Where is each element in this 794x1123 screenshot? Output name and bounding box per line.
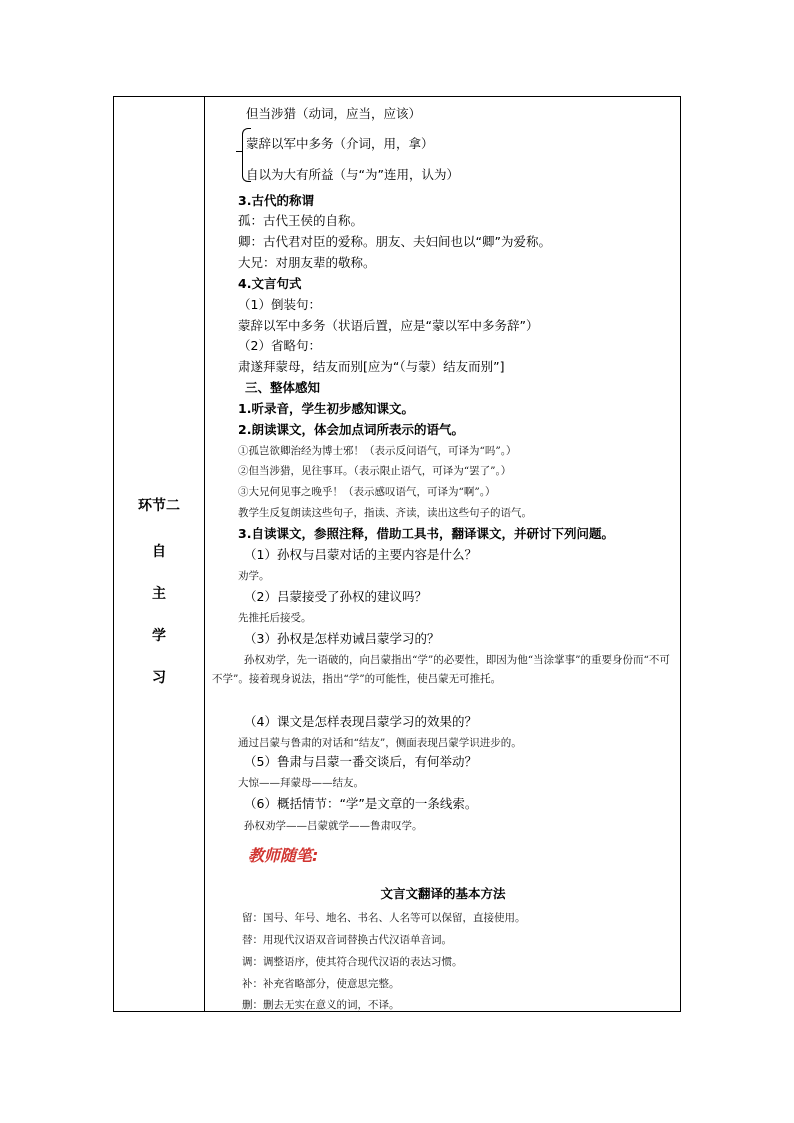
method-item: 补：补充省略部分，使意思完整。 — [242, 978, 400, 990]
question: （1）孙权与吕蒙对话的主要内容是什么？ — [244, 547, 477, 562]
method-item: 删：删去无实在意义的词，不译。 — [242, 999, 400, 1011]
term-definition: 孤：古代王侯的自称。 — [238, 213, 364, 228]
method-title: 文言文翻译的基本方法 — [380, 886, 506, 901]
step-line: 2.朗读课文，体会加点词所表示的语气。 — [238, 422, 464, 437]
section-char-1: 自 — [152, 544, 166, 560]
step-line: 3.自读课文，参照注释，借助工具书，翻译课文，并研讨下列问题。 — [238, 526, 614, 541]
usage-line: 蒙辞以军中多务（介词，用，拿） — [246, 136, 434, 151]
section-label-cell — [114, 97, 204, 1011]
step-line: 1.听录音，学生初步感知课文。 — [238, 401, 414, 416]
section-label: 环节二 — [138, 498, 180, 514]
example-sentence: ①孤岂欲卿治经为博士邪！（表示反问语气，可译为“吗”。） — [238, 445, 517, 457]
question: （5）鲁肃与吕蒙一番交谈后，有何举动？ — [244, 754, 477, 769]
instruction-note: 教学生反复朗读这些句子，指读、齐读，读出这些句子的语气。 — [238, 507, 532, 519]
answer: 通过吕蒙与鲁肃的对话和“结友”，侧面表现吕蒙学识进步的。 — [238, 737, 522, 749]
section-heading: 4.文言句式 — [238, 276, 302, 291]
method-item: 留：国号、年号、地名、书名、人名等可以保留，直接使用。 — [242, 912, 526, 924]
answer: 大惊——拜蒙母——结友。 — [238, 777, 364, 789]
method-item: 替：用现代汉语双音词替换古代汉语单音词。 — [242, 934, 452, 946]
term-definition: 卿：古代君对臣的爱称。朋友、夫妇间也以“卿”为爱称。 — [238, 234, 551, 249]
question: （6）概括情节：“学”是文章的一条线索。 — [244, 796, 478, 811]
question: （2）吕蒙接受了孙权的建议吗？ — [244, 589, 427, 604]
term-definition: 大兄：对朋友辈的敬称。 — [238, 255, 376, 270]
sentence-pattern: 蒙辞以军中多务（状语后置，应是“蒙以军中多务辞”） — [238, 318, 539, 333]
teacher-notes-label: 教师随笔: — [248, 846, 319, 865]
answer: 孙权劝学——吕蒙就学——鲁肃叹学。 — [244, 820, 423, 832]
sentence-pattern: （1）倒装句： — [238, 297, 321, 312]
brace-tip — [236, 151, 243, 152]
column-divider — [204, 97, 205, 1011]
example-sentence: ③大兄何见事之晚乎！（表示感叹语气，可译为“啊”。） — [238, 486, 496, 498]
usage-line: 自以为大有所益（与“为”连用，认为） — [246, 167, 459, 182]
usage-line: 但当涉猎（动词，应当，应该） — [246, 106, 422, 121]
answer: 先推托后接受。 — [238, 612, 312, 624]
part-heading: 三、整体感知 — [245, 380, 321, 395]
section-char-2: 主 — [152, 586, 166, 602]
question: （4）课文是怎样表现吕蒙学习的效果的？ — [244, 714, 477, 729]
section-char-3: 学 — [152, 628, 166, 644]
sentence-pattern: （2）省略句： — [238, 338, 321, 353]
sentence-pattern: 肃遂拜蒙母，结友而别[应为“（与蒙）结友而别”] — [238, 359, 505, 374]
section-heading: 3.古代的称谓 — [238, 193, 314, 208]
question: （3）孙权是怎样劝诫吕蒙学习的？ — [244, 631, 440, 646]
answer: 劝学。 — [238, 570, 270, 582]
answer: 孙权劝学，先一语破的，向吕蒙指出“学”的必要性，即因为他“当涂掌事”的重要身份而“不可不学”。接着现身说法，指出“学”的可能性，使吕蒙无可推托。 — [212, 654, 670, 685]
section-char-4: 习 — [152, 670, 166, 686]
method-item: 调：调整语序，使其符合现代汉语的表达习惯。 — [242, 956, 463, 968]
example-sentence: ②但当涉猎，见往事耳。（表示限止语气，可译为“罢了”。） — [238, 465, 512, 477]
